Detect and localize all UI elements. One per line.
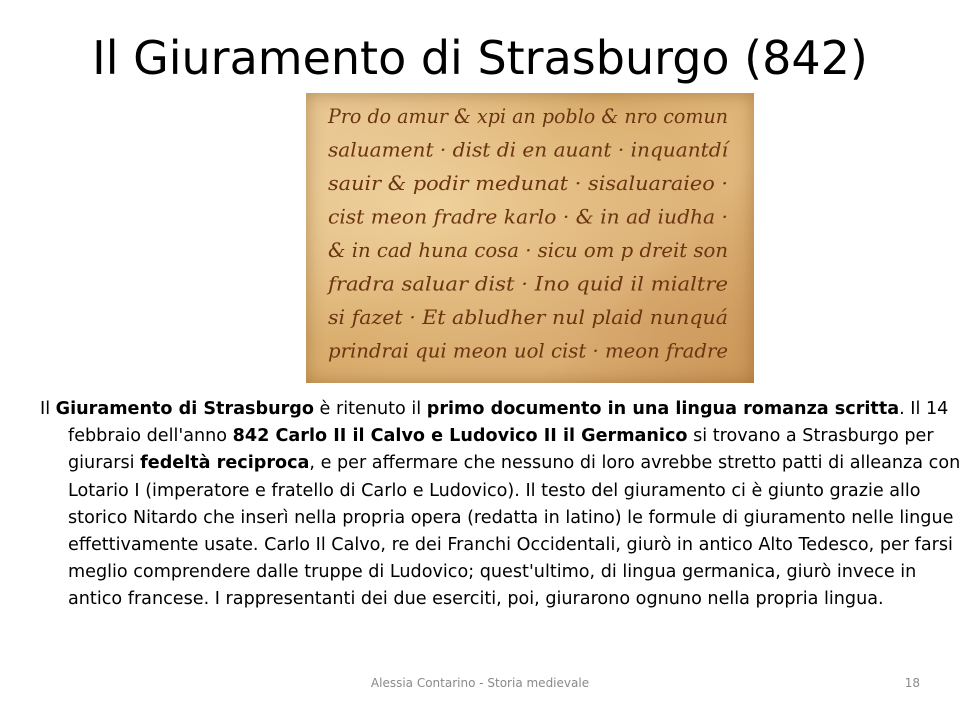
slide-title: Il Giuramento di Strasburgo (842)	[92, 31, 868, 85]
body-text-segment: Il	[40, 399, 56, 419]
body-text-segment: . Il 14 febbraio dell'anno	[68, 399, 949, 447]
body-paragraph	[40, 396, 960, 614]
manuscript-line: sauir & podir medunat · sisaluaraieo ·	[328, 172, 728, 195]
manuscript-line: & in cad huna cosa · sicu om p dreit son	[328, 239, 728, 262]
manuscript-line: si fazet · Et abludher nul plaid nunquá	[328, 306, 728, 329]
body-highlight: fedeltà reciproca	[140, 453, 310, 474]
body-highlight: 842 Carlo II il Calvo e Ludovico II il Germanico	[232, 426, 688, 447]
manuscript-line: cist meon fradre karlo · & in ad iudha ·	[328, 205, 728, 229]
manuscript-line: prindrai qui meon uol cist · meon fradre	[328, 339, 728, 363]
footer-text: Alessia Contarino - Storia medievale	[370, 676, 590, 690]
manuscript-line: fradra saluar dist · Ino quid il mialtre	[325, 272, 728, 296]
body-text-segment: è ritenuto il	[313, 399, 427, 419]
manuscript-line: saluament · dist di en auant · inquantdí	[328, 138, 731, 162]
manuscript-line: Pro do amur & xpi an poblo & nro comun	[327, 105, 728, 128]
page-number: 18	[904, 676, 920, 690]
body-highlight: Giuramento di Strasburgo	[55, 399, 314, 419]
body-text-segment: si trovano a Strasburgo per giurarsi	[68, 426, 934, 474]
body-text-segment: , e per affermare che nessuno di loro avrebbe stretto patti di alleanza con Lotario I (imperatore e fratello di Carlo e Ludovico). Il testo del giuramento ci è giunto grazie allo storico Nitardo che inserì nella propria opera (redatta in latino) le formule di giuramento nelle lingue effettivamente usate. Carlo Il Calvo, re dei Franchi Occidentali, giurò in antico Alto Tedesco, per farsi meglio comprendere dalle truppe di Ludovico; quest'ultimo, di lingua germanica, giurò invece in antico francese. I rappresentanti dei due eserciti, poi, giurarono ognuno nella propria lingua.	[68, 453, 960, 610]
body-highlight: primo documento in una lingua romanza scritta	[426, 399, 900, 419]
manuscript-image	[306, 93, 754, 383]
